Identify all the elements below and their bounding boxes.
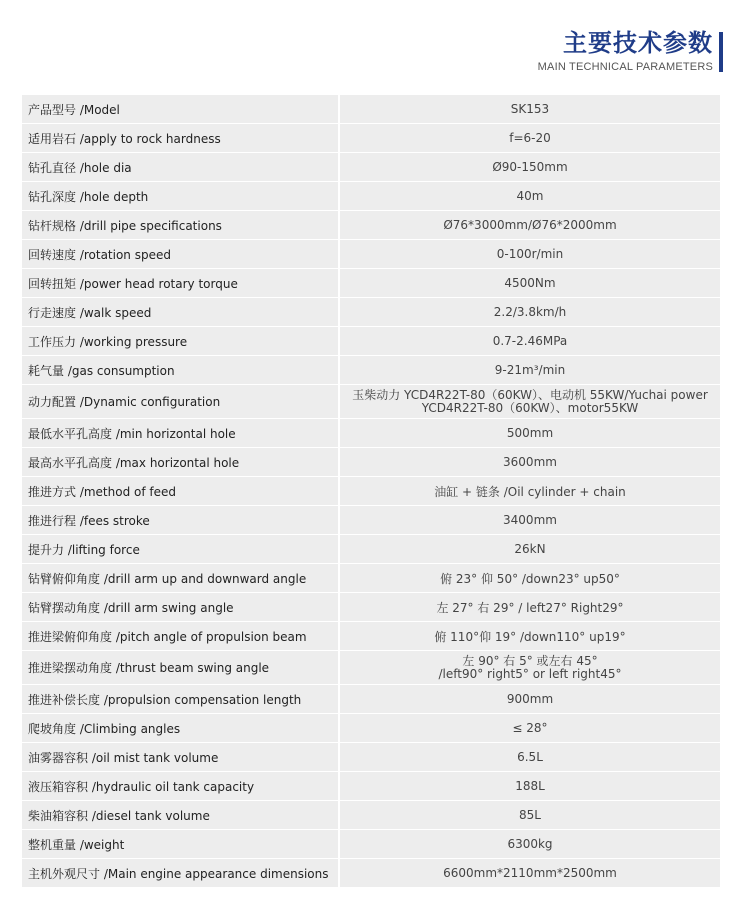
- spec-label: 钻孔深度 /hole depth: [22, 182, 340, 210]
- spec-row: [22, 801, 720, 829]
- spec-table-body: [22, 95, 720, 887]
- spec-label: 油雾器容积 /oil mist tank volume: [22, 743, 340, 771]
- spec-label: 最高水平孔高度 /max horizontal hole: [22, 448, 340, 476]
- spec-label: 推进梁俯仰角度 /pitch angle of propulsion beam: [22, 622, 340, 650]
- spec-row: [22, 240, 720, 268]
- spec-row: [22, 743, 720, 771]
- spec-row: [22, 153, 720, 181]
- spec-value: 6600mm*2110mm*2500mm: [340, 859, 720, 887]
- spec-value: 40m: [340, 182, 720, 210]
- spec-row: [22, 477, 720, 505]
- spec-value: 俯 110°仰 19° /down110° up19°: [340, 622, 720, 650]
- spec-row: [22, 622, 720, 650]
- title-english: MAIN TECHNICAL PARAMETERS: [537, 61, 713, 73]
- spec-row: [22, 714, 720, 742]
- spec-label: 适用岩石 /apply to rock hardness: [22, 124, 340, 152]
- spec-value-line-1: 左 90° 右 5° 或左右 45°: [462, 653, 598, 668]
- spec-value-line-2: YCD4R22T-80（60KW）、motor55KW: [421, 400, 639, 415]
- spec-row: [22, 685, 720, 713]
- spec-value: [340, 385, 720, 418]
- spec-label: 推进梁摆动角度 /thrust beam swing angle: [22, 651, 340, 684]
- spec-label: 液压箱容积 /hydraulic oil tank capacity: [22, 772, 340, 800]
- spec-label: 推进补偿长度 /propulsion compensation length: [22, 685, 340, 713]
- spec-label: 动力配置 /Dynamic configuration: [22, 385, 340, 418]
- spec-value: ≤ 28°: [340, 714, 720, 742]
- spec-label: 最低水平孔高度 /min horizontal hole: [22, 419, 340, 447]
- spec-value: 85L: [340, 801, 720, 829]
- spec-label: 产品型号 /Model: [22, 95, 340, 123]
- title-accent-bar: [719, 32, 723, 72]
- spec-value: 0-100r/min: [340, 240, 720, 268]
- spec-value: 左 27° 右 29° / left27° Right29°: [340, 593, 720, 621]
- spec-row: [22, 327, 720, 355]
- spec-label: 回转扭矩 /power head rotary torque: [22, 269, 340, 297]
- spec-row: [22, 211, 720, 239]
- spec-row: [22, 448, 720, 476]
- spec-row: [22, 830, 720, 858]
- spec-row: [22, 506, 720, 534]
- spec-row: [22, 772, 720, 800]
- spec-value: [340, 651, 720, 684]
- spec-value: 6300kg: [340, 830, 720, 858]
- spec-value: 6.5L: [340, 743, 720, 771]
- spec-label: 推进方式 /method of feed: [22, 477, 340, 505]
- spec-row: [22, 419, 720, 447]
- spec-label: 整机重量 /weight: [22, 830, 340, 858]
- spec-table: [22, 94, 720, 888]
- spec-value: 9-21m³/min: [340, 356, 720, 384]
- spec-value: 3600mm: [340, 448, 720, 476]
- spec-value: f=6-20: [340, 124, 720, 152]
- spec-row: [22, 95, 720, 123]
- spec-row: [22, 535, 720, 563]
- page-header: [413, 28, 713, 74]
- spec-label: 推进行程 /fees stroke: [22, 506, 340, 534]
- spec-value: 3400mm: [340, 506, 720, 534]
- spec-row: [22, 124, 720, 152]
- spec-value: 188L: [340, 772, 720, 800]
- spec-value: Ø76*3000mm/Ø76*2000mm: [340, 211, 720, 239]
- spec-value: SK153: [340, 95, 720, 123]
- spec-label: 耗气量 /gas consumption: [22, 356, 340, 384]
- spec-value: 500mm: [340, 419, 720, 447]
- spec-value: 0.7-2.46MPa: [340, 327, 720, 355]
- title-chinese: 主要技术参数: [563, 29, 713, 57]
- spec-label: 钻臂摆动角度 /drill arm swing angle: [22, 593, 340, 621]
- spec-value: 26kN: [340, 535, 720, 563]
- spec-label: 回转速度 /rotation speed: [22, 240, 340, 268]
- spec-value: 2.2/3.8km/h: [340, 298, 720, 326]
- spec-row: [22, 651, 720, 684]
- spec-row: [22, 593, 720, 621]
- spec-row: [22, 385, 720, 418]
- spec-value: 4500Nm: [340, 269, 720, 297]
- spec-label: 工作压力 /working pressure: [22, 327, 340, 355]
- spec-value-line-1: 玉柴动力 YCD4R22T-80（60KW）、电动机 55KW/Yuchai power: [352, 387, 708, 402]
- spec-row: [22, 859, 720, 887]
- spec-label: 柴油箱容积 /diesel tank volume: [22, 801, 340, 829]
- spec-value-line-2: /left90° right5° or left right45°: [438, 666, 622, 681]
- spec-row: [22, 182, 720, 210]
- spec-label: 爬坡角度 /Climbing angles: [22, 714, 340, 742]
- spec-value: 俯 23° 仰 50° /down23° up50°: [340, 564, 720, 592]
- spec-label: 钻臂俯仰角度 /drill arm up and downward angle: [22, 564, 340, 592]
- spec-label: 钻杆规格 /drill pipe specifications: [22, 211, 340, 239]
- spec-value: 油缸 + 链条 /Oil cylinder + chain: [340, 477, 720, 505]
- spec-label: 行走速度 /walk speed: [22, 298, 340, 326]
- spec-value: Ø90-150mm: [340, 153, 720, 181]
- spec-label: 钻孔直径 /hole dia: [22, 153, 340, 181]
- spec-value: 900mm: [340, 685, 720, 713]
- spec-row: [22, 564, 720, 592]
- spec-label: 提升力 /lifting force: [22, 535, 340, 563]
- spec-label: 主机外观尺寸 /Main engine appearance dimensions: [22, 859, 340, 887]
- spec-row: [22, 356, 720, 384]
- spec-row: [22, 269, 720, 297]
- spec-row: [22, 298, 720, 326]
